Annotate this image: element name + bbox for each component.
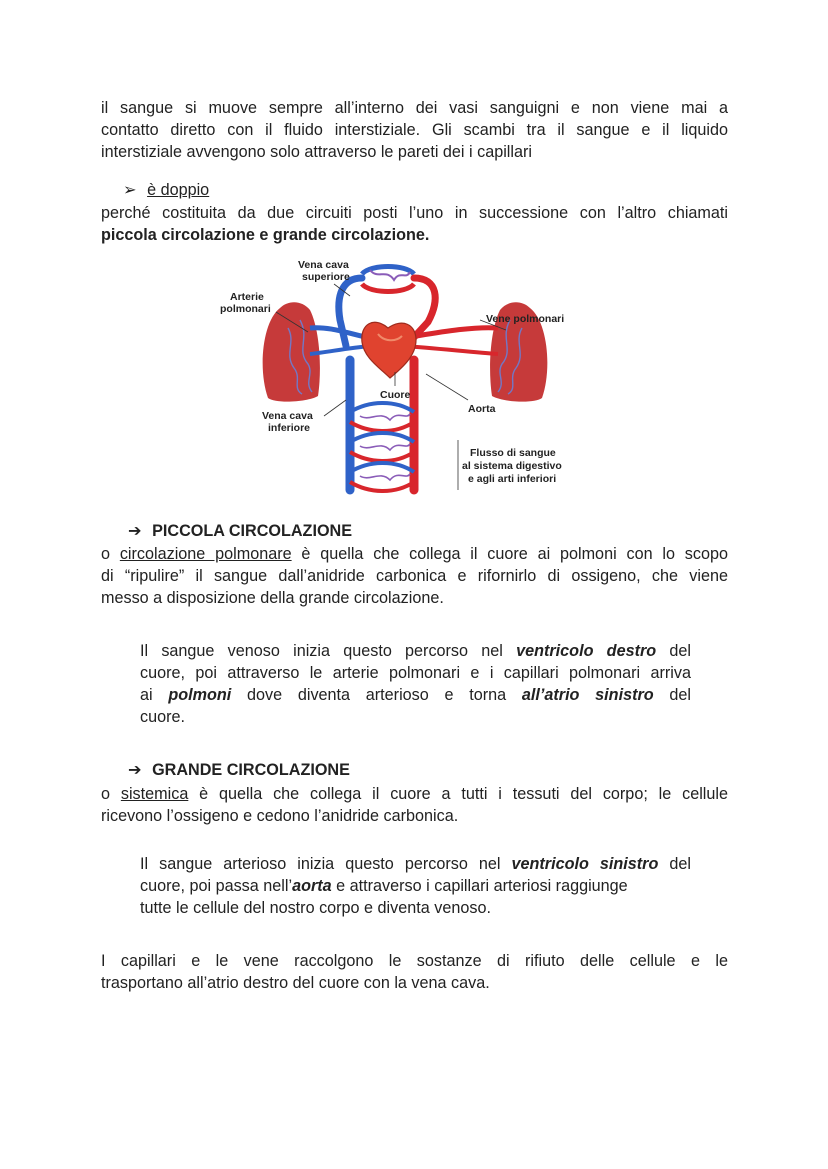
heading-piccola-circolazione	[128, 520, 352, 542]
doppio-label: è doppio	[147, 181, 210, 199]
doppio-bullet-item	[123, 179, 209, 201]
piccola-p2-line-2: cuore, poi attraverso le arterie polmonari e i capillari polmonari arriva	[140, 664, 691, 682]
closing-line-1: I capillari e le vene raccolgono le sostanze di rifiuto delle cellule e le	[101, 952, 728, 970]
label-vena-cava-inferiore-2: inferiore	[268, 422, 311, 434]
heading-grande-text: GRANDE CIRCOLAZIONE	[152, 761, 350, 779]
label-cuore: Cuore	[380, 389, 411, 401]
grande-p2-line-2: cuore, poi passa nell’aorta e attraverso i capillari arteriosi raggiunge	[140, 877, 628, 895]
arrow-right-icon: ➔	[128, 761, 142, 779]
piccola-p2-line-1: Il sangue venoso inizia questo percorso nel ventricolo destro del	[140, 642, 691, 660]
grande-p2-line-3: tutte le cellule del nostro corpo e diventa venoso.	[140, 899, 491, 917]
upper-body-capillaries	[362, 267, 414, 292]
doppio-line-1: perché costituita da due circuiti posti l’uno in successione con l’altro chiamati	[101, 204, 728, 222]
intro-line-3: interstiziale avvengono solo attraverso le pareti dei i capillari	[101, 143, 532, 161]
grande-p2-line-1: Il sangue arterioso inizia questo percorso nel ventricolo sinistro del	[140, 855, 691, 873]
piccola-p1-line-1: o circolazione polmonare è quella che collega il cuore ai polmoni con lo scopo	[101, 545, 728, 563]
arrowhead-bullet-icon: ➢	[123, 181, 137, 199]
piccola-p1-line-3: messo a disposizione della grande circolazione.	[101, 589, 444, 607]
arrow-right-icon: ➔	[128, 522, 142, 540]
piccola-p1-line-2: di “ripulire” il sangue dall’anidride carbonica e rifornirlo di ossigeno, che viene	[101, 567, 728, 585]
heading-piccola-text: PICCOLA CIRCOLAZIONE	[152, 522, 353, 540]
intro-paragraph	[101, 97, 728, 163]
label-vena-cava-inferiore-1: Vena cava	[262, 410, 313, 422]
intro-line-2: contatto diretto con il fluido interstiziale. Gli scambi tra il sangue e il liquido	[101, 121, 728, 139]
intro-line-1: il sangue si muove sempre all’interno dei vasi sanguigni e non viene mai a	[101, 99, 728, 117]
label-flusso-3: e agli arti inferiori	[468, 473, 557, 485]
heading-grande-circolazione	[128, 759, 350, 781]
piccola-p2-line-4: cuore.	[140, 708, 185, 726]
piccola-paragraph-1	[101, 543, 728, 609]
piccola-paragraph-2	[140, 640, 691, 728]
label-arterie-polmonari-2: polmonari	[220, 303, 271, 315]
arterie-polmonari-vessel	[310, 328, 370, 338]
label-aorta: Aorta	[468, 403, 496, 415]
label-vena-cava-superiore-1: Vena cava	[298, 259, 349, 271]
doppio-line-2: piccola circolazione e grande circolazione.	[101, 226, 430, 244]
lower-body-capillaries	[350, 403, 414, 491]
grande-paragraph-2	[140, 853, 691, 919]
heart-shape	[362, 322, 416, 378]
label-vene-polmonari: Vene polmonari	[486, 313, 565, 325]
term-sistemica: sistemica	[120, 785, 189, 803]
grande-paragraph-1	[101, 783, 728, 827]
closing-line-2: trasportano all’atrio destro del cuore con la vena cava.	[101, 974, 490, 992]
label-arterie-polmonari-1: Arterie	[230, 291, 264, 303]
piccola-p2-line-3: ai polmoni dove diventa arterioso e torna all’atrio sinistro del	[140, 686, 691, 704]
label-flusso-1: Flusso di sangue	[470, 447, 556, 459]
doppio-paragraph	[101, 202, 728, 246]
grande-p1-line-1: o sistemica è quella che collega il cuore a tutti i tessuti del corpo; le cellule	[101, 785, 728, 803]
label-flusso-2: al sistema digestivo	[462, 460, 562, 472]
circulatory-system-diagram	[210, 250, 610, 515]
label-vena-cava-superiore-2: superiore	[302, 271, 350, 283]
closing-paragraph	[101, 950, 728, 994]
term-circolazione-polmonare: circolazione polmonare	[119, 545, 292, 563]
grande-p1-line-2: ricevono l’ossigeno e cedono l’anidride carbonica.	[101, 807, 459, 825]
